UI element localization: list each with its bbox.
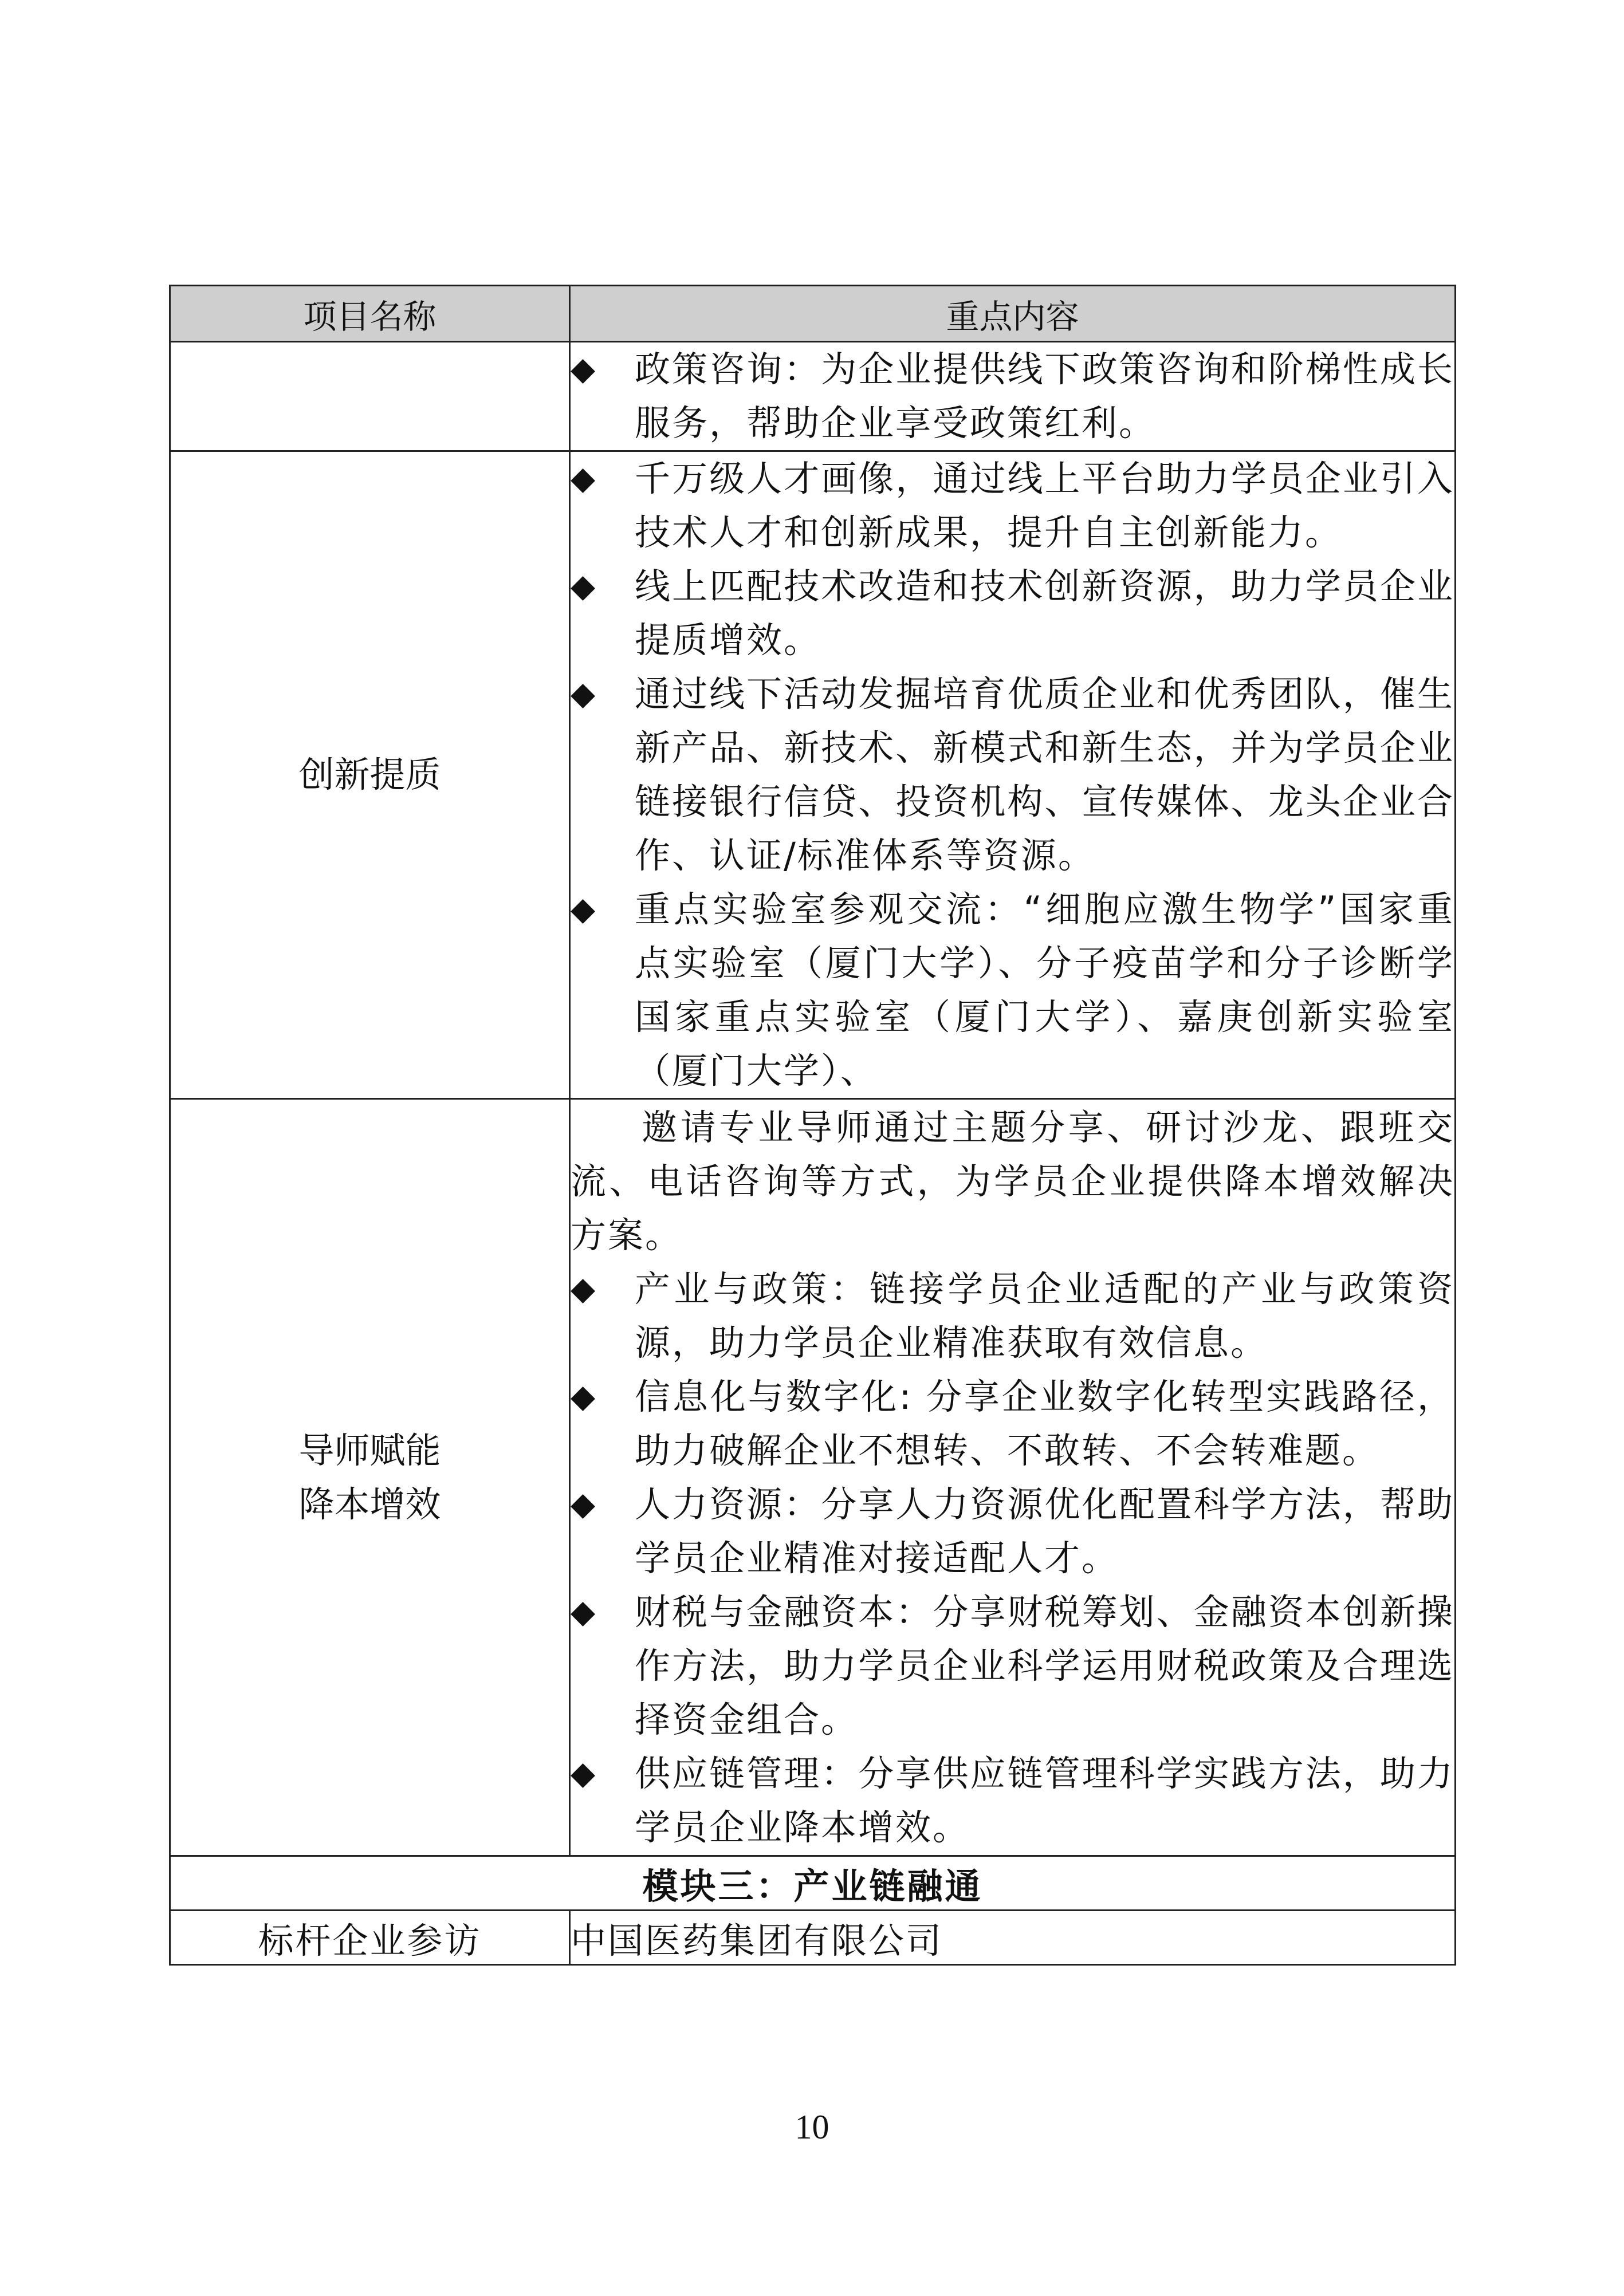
list-item bbox=[571, 1478, 1454, 1585]
table-row bbox=[170, 342, 1456, 451]
table-row bbox=[170, 451, 1456, 1099]
row-name-empty bbox=[170, 342, 570, 451]
list-item-text: 人力资源：分享人力资源优化配置科学方法，帮助学员企业精准对接适配人才。 bbox=[635, 1483, 1454, 1579]
list-item-text: 财税与金融资本：分享财税筹划、金融资本创新操作方法，助力学员企业科学运用财税政策及合理选择资金组合。 bbox=[635, 1590, 1454, 1740]
header-project-name: 项目名称 bbox=[170, 286, 570, 342]
list-item-text: 产业与政策：链接学员企业适配的产业与政策资源，助力学员企业精准获取有效信息。 bbox=[635, 1267, 1454, 1364]
diamond-bullet-icon: ◆ bbox=[571, 1377, 597, 1415]
table-header-row bbox=[170, 286, 1456, 342]
list-item bbox=[571, 452, 1454, 560]
diamond-bullet-icon: ◆ bbox=[571, 1754, 597, 1792]
list-item bbox=[571, 883, 1454, 1098]
diamond-bullet-icon: ◆ bbox=[571, 350, 597, 388]
list-item bbox=[571, 1747, 1454, 1854]
list-item bbox=[571, 667, 1454, 883]
module-row bbox=[170, 1856, 1456, 1911]
list-item-text: 信息化与数字化: 分享企业数字化转型实践路径，助力破解企业不想转、不敢转、不会转难题。 bbox=[635, 1375, 1454, 1471]
module-title: 模块三：产业链融通 bbox=[170, 1856, 1456, 1911]
row-name-line: 降本增效 bbox=[298, 1483, 441, 1525]
list-item-text: 千万级人才画像，通过线上平台助力学员企业引入技术人才和创新成果，提升自主创新能力。 bbox=[635, 458, 1454, 553]
table-row bbox=[170, 1099, 1456, 1856]
list-item-text: 政策咨询：为企业提供线下政策咨询和阶梯性成长服务，帮助企业享受政策红利。 bbox=[635, 348, 1454, 444]
content-table bbox=[169, 285, 1456, 1966]
list-item bbox=[571, 1262, 1454, 1370]
row-name: 标杆企业参访 bbox=[170, 1911, 570, 1965]
list-item bbox=[571, 1585, 1454, 1747]
row-name-line: 导师赋能 bbox=[298, 1429, 441, 1471]
row-content: 中国医药集团有限公司 bbox=[570, 1911, 1456, 1965]
list-item-text: 供应链管理：分享供应链管理科学实践方法，助力学员企业降本增效。 bbox=[635, 1752, 1454, 1848]
row-content bbox=[570, 451, 1456, 1099]
list-item-text: 通过线下活动发掘培育优质企业和优秀团队，催生新产品、新技术、新模式和新生态，并为学员企业链接银行信贷、投资机构、宣传媒体、龙头企业合作、认证/标准体系等资源。 bbox=[635, 673, 1454, 876]
diamond-bullet-icon: ◆ bbox=[571, 891, 597, 928]
diamond-bullet-icon: ◆ bbox=[571, 1270, 597, 1308]
list-item-text: 重点实验室参观交流：“细胞应激生物学”国家重点实验室（厦门大学）、分子疫苗学和分子诊断学国家重点实验室（厦门大学）、嘉庚创新实验室（厦门大学）、 bbox=[635, 888, 1454, 1092]
row-name bbox=[170, 451, 570, 1099]
list-item-text: 线上匹配技术改造和技术创新资源，助力学员企业提质增效。 bbox=[635, 565, 1454, 661]
intro-paragraph: 邀请专业导师通过主题分享、研讨沙龙、跟班交流、电话咨询等方式，为学员企业提供降本增效解决方案。 bbox=[571, 1106, 1454, 1256]
diamond-bullet-icon: ◆ bbox=[571, 1593, 597, 1631]
page-number: 10 bbox=[795, 2108, 829, 2146]
list-item bbox=[571, 342, 1454, 450]
diamond-bullet-icon: ◆ bbox=[571, 460, 597, 497]
list-item bbox=[571, 560, 1454, 667]
diamond-bullet-icon: ◆ bbox=[571, 1485, 597, 1523]
diamond-bullet-icon: ◆ bbox=[571, 568, 597, 605]
row-content bbox=[570, 1099, 1456, 1856]
table-row bbox=[170, 1911, 1456, 1965]
list-item bbox=[571, 1370, 1454, 1478]
header-key-content: 重点内容 bbox=[570, 286, 1456, 342]
row-content bbox=[570, 342, 1456, 451]
row-name-line: 创新提质 bbox=[298, 754, 441, 795]
diamond-bullet-icon: ◆ bbox=[571, 675, 597, 712]
row-name bbox=[170, 1099, 570, 1856]
